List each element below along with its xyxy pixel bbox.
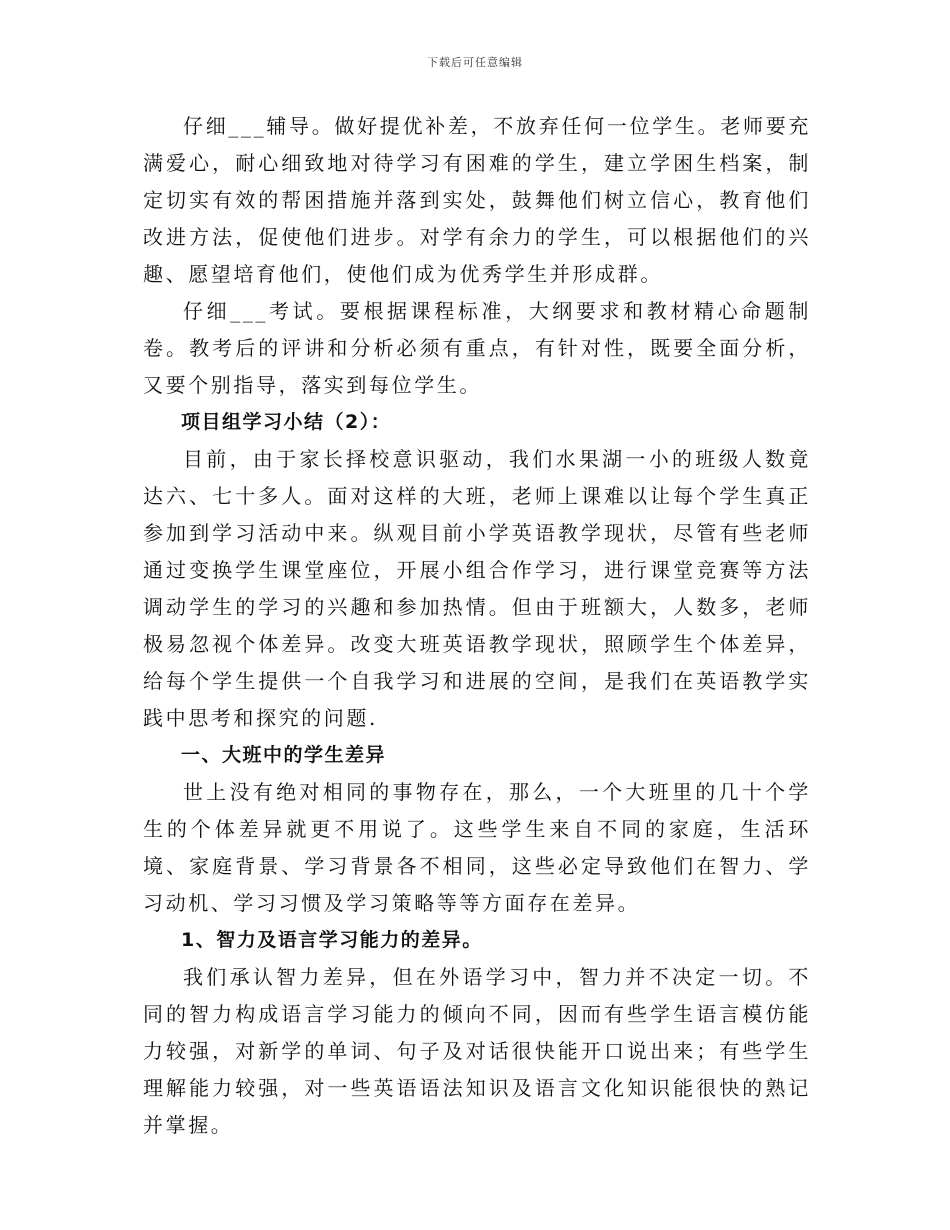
document-body: [143, 108, 811, 1144]
paragraph-intelligence: 我们承认智力差异，但在外语学习中，智力并不决定一切。不同的智力构成语言学习能力的倾向不同，因而有些学生语言模仿能力较强，对新学的单词、句子及对话很快能开口说出来；有些学生理解能力较强，对一些英语语法知识及语言文化知识能很快的熟记并掌握。: [143, 965, 811, 1137]
paragraph-exams: 仔细___考试。要根据课程标准，大纲要求和教材精心命题制卷。教考后的评讲和分析必须有重点，有针对性，既要全面分析，又要个别指导，落实到每位学生。: [143, 299, 811, 397]
section-heading-differences: 一、大班中的学生差异: [181, 744, 387, 766]
paragraph-tutoring: 仔细___辅导。做好提优补差，不放弃任何一位学生。老师要充满爱心，耐心细致地对待学习有困难的学生，建立学困生档案，制定切实有效的帮困措施并落到实处，鼓舞他们树立信心，教育他们改进方法，促使他们进步。对学有余力的学生，可以根据他们的兴趣、愿望培育他们，使他们成为优秀学生并形成群。: [143, 114, 811, 286]
paragraph-large-class: 目前，由于家长择校意识驱动，我们水果湖一小的班级人数竟达六、七十多人。面对这样的大班，老师上课难以让每个学生真正参加到学习活动中来。纵观目前小学英语教学现状，尽管有些老师通过变换学生课堂座位，开展小组合作学习，进行课堂竞赛等方法调动学生的学习的兴趣和参加热情。但由于班额大，人数多，老师极易忽视个体差异。改变大班英语教学现状，照顾学生个体差异，给每个学生提供一个自我学习和进展的空间，是我们在英语教学实践中思考和探究的问题.: [143, 447, 811, 730]
subheading-intelligence: 1、智力及语言学习能力的差异。: [181, 929, 483, 951]
page-header: 下载后可任意编辑: [427, 56, 523, 69]
section-heading-summary: 项目组学习小结（2）：: [181, 411, 392, 433]
paragraph-individual-differences: 世上没有绝对相同的事物存在，那么，一个大班里的几十个学生的个体差异就更不用说了。这些学生来自不同的家庭，生活环境、家庭背景、学习背景各不相同，这些必定导致他们在智力、学习动机、学习习惯及学习策略等等方面存在差异。: [143, 780, 811, 915]
